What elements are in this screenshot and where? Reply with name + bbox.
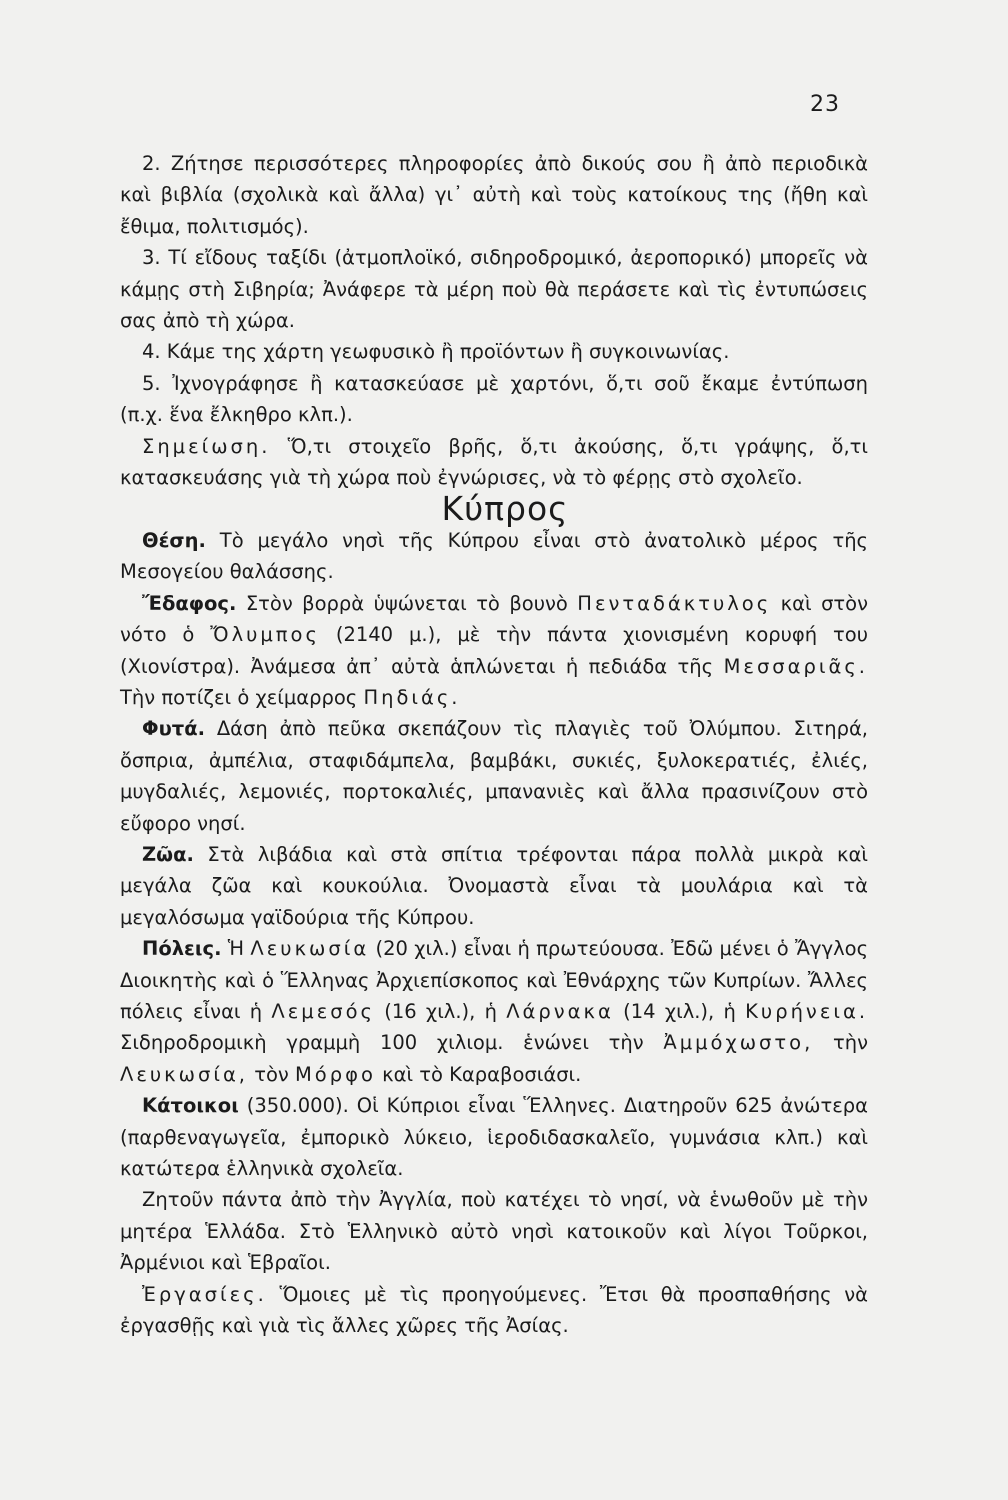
poleis-text-5: Σιδηροδρομικὴ γραμμὴ 100 χιλιομ. ἑνώνει τὴν <box>120 1031 644 1055</box>
poleis-text-3: (16 χιλ.), ἡ <box>384 999 497 1023</box>
page-number: 23 <box>810 92 840 117</box>
mountain-olympos: Ὄλυμπος <box>210 623 320 647</box>
river-pedias: Πηδιάς. <box>363 685 461 709</box>
poleis-text-7: τὸν <box>254 1062 289 1086</box>
fyta-text: Δάση ἀπὸ πεῦκα σκεπάζουν τὶς πλαγιὲς τοῦ Ὀλύμπου. Σιτηρά, ὄσπρια, ἀμπέλια, σταφιδάμπελα, βαμβάκι, συκιές, ξυλοκερατιές, ἐλιές, μυγδαλιές, λεμονιές, πορτοκαλιές, μπανανιὲς καὶ ἄλλα πρασινίζουν στὸ εὔφορο νησί. <box>120 717 868 835</box>
edafos-label: Ἔδαφος. <box>142 591 237 615</box>
zoa-text: Στὰ λιβάδια καὶ στὰ σπίτια τρέφονται πάρα πολλὰ μικρὰ καὶ μεγάλα ζῶα καὶ κουκούλια. Ὀνομαστὰ εἶναι τὰ μουλάρια καὶ τὰ μεγαλόσωμα γαϊδούρια τῆς Κύπρου. <box>120 842 868 929</box>
page-text <box>120 148 868 1341</box>
poleis-text-8: καὶ τὸ Καραβοσιάσι. <box>382 1062 582 1086</box>
katoikoi-paragraph-2: Ζητοῦν πάντα ἀπὸ τὴν Ἀγγλία, ποὺ κατέχει τὸ νησί, νὰ ἑνωθοῦν μὲ τὴν μητέρα Ἑλλάδα. Στὸ Ἑλληνικὸ αὐτὸ νησὶ κατοικοῦν καὶ λίγοι Τοῦρκοι, Ἀρμένιοι καὶ Ἑβραῖοι. <box>120 1188 868 1275</box>
edafos-text-1: Στὸν βορρὰ ὑψώνεται τὸ βουνὸ <box>245 591 568 615</box>
city-kyreneia: Κυρήνεια. <box>745 999 869 1023</box>
fyta-paragraph <box>120 713 868 839</box>
katoikoi-paragraph <box>120 1090 868 1184</box>
city-lefkosia: Λευκωσία <box>250 937 370 961</box>
note-label: Σημείωση. <box>142 434 271 458</box>
thesi-label: Θέση. <box>142 528 206 552</box>
poleis-text-6: τὴν <box>833 1031 868 1055</box>
ergasies-text: Ὅμοιες μὲ τὶς προηγούμενες. Ἔτσι θὰ προσπαθήσης νὰ ἐργασθῇς καὶ γιὰ τὶς ἄλλες χῶρες τῆς Ἀσίας. <box>120 1282 869 1338</box>
thesi-text: Τὸ μεγάλο νησὶ τῆς Κύπρου εἶναι στὸ ἀνατολικὸ μέρος τῆς Μεσογείου θαλάσσης. <box>120 528 868 584</box>
city-ammochostos: Ἀμμόχωστο, <box>663 1031 814 1055</box>
note-text: Ὅ,τι στοιχεῖο βρῆς, ὅ,τι ἀκούσης, ὅ,τι γράψης, ὅ,τι κατασκευάσης γιὰ τὴ χώρα ποὺ ἐγνώρισες, νὰ τὸ φέρῃς στὸ σχολεῖο. <box>120 434 869 490</box>
plain-messaria: Μεσσαριᾶς. <box>723 654 868 678</box>
city-lefkosia-2: Λευκωσία, <box>120 1062 248 1086</box>
katoikoi-text: (350.000). Οἱ Κύπριοι εἶναι Ἕλληνες. Διατηροῦν 625 ἀνώτερα (παρθεναγωγεῖα, ἐμπορικὸ λύκειο, ἱεροδιδασκαλεῖο, γυμνάσια κλπ.) καὶ κατώτερα ἑλληνικὰ σχολεῖα. <box>120 1094 868 1180</box>
fyta-label: Φυτά. <box>142 717 205 741</box>
zoa-paragraph <box>120 839 868 933</box>
zoa-label: Ζῶα. <box>142 842 194 866</box>
exercise-4: 4. Κάμε της χάρτη γεωφυσικὸ ἢ προϊόντων ἢ συγκοινωνίας. <box>142 340 730 364</box>
town-morfou: Μόρφο <box>294 1062 376 1086</box>
poleis-label: Πόλεις. <box>142 937 222 961</box>
thesi-paragraph <box>120 525 868 588</box>
note-paragraph <box>120 431 868 494</box>
exercise-3: 3. Τί εἴδους ταξίδι (ἀτμοπλοϊκό, σιδηροδρομικό, ἀεροπορικό) μπορεῖς νὰ κάμῃς στὴ Σιβηρία; Ἀνάφερε τὰ μέρη ποὺ θὰ περάσετε καὶ τὶς ἐντυπώσεις σας ἀπὸ τὴ χώρα. <box>120 246 868 333</box>
poleis-text-2: (20 χιλ.) εἶναι ἡ πρωτεύουσα. Ἐδῶ μένει ὁ Ἄγγλος Διοικητὴς καὶ ὁ Ἕλληνας Ἀρχιεπίσκοπος καὶ Ἐθνάρχης τῶν Κυπρίων. Ἄλλες πόλεις εἶναι ἡ <box>120 937 869 1023</box>
edafos-text-2: καὶ στὸν νότο ὁ <box>120 591 868 647</box>
edafos-paragraph <box>120 588 868 714</box>
ergasies-paragraph <box>120 1279 868 1342</box>
katoikoi-label: Κάτοικοι <box>142 1094 239 1118</box>
exercise-5: 5. Ἰχνογράφησε ἢ κατασκεύασε μὲ χαρτόνι, ὅ,τι σοῦ ἔκαμε ἐντύπωση (π.χ. ἕνα ἔλκηθρο κλπ.). <box>120 371 868 427</box>
exercise-2: 2. Ζήτησε περισσότερες πληροφορίες ἀπὸ δικούς σου ἢ ἀπὸ περιοδικὰ καὶ βιβλία (σχολικὰ καὶ ἄλλα) γι᾿ αὐτὴ καὶ τοὺς κατοίκους της (ἤθη καὶ ἔθιμα, πολιτισμός). <box>120 152 868 238</box>
mountain-pentadaktylos: Πενταδάκτυλος <box>577 591 772 615</box>
edafos-text-4: Τὴν ποτίζει ὁ χείμαρρος <box>120 685 358 709</box>
ergasies-label: Ἐργασίες. <box>142 1282 267 1306</box>
city-larnaka: Λάρνακα <box>506 999 614 1023</box>
poleis-text-4: (14 χιλ.), ἡ <box>623 999 736 1023</box>
city-lemesos: Λεμεσός <box>271 999 375 1023</box>
edafos-text-3: (2140 μ.), μὲ τὴν πάντα χιονισμένη κορυφή του (Χιονίστρα). Ἀνάμεσα ἀπ᾿ αὐτὰ ἁπλώνεται ἡ πεδιάδα τῆς <box>120 623 869 678</box>
section-title: Κύπρος <box>441 489 569 529</box>
poleis-paragraph <box>120 933 868 1090</box>
poleis-text-1: Ἡ <box>227 937 245 961</box>
